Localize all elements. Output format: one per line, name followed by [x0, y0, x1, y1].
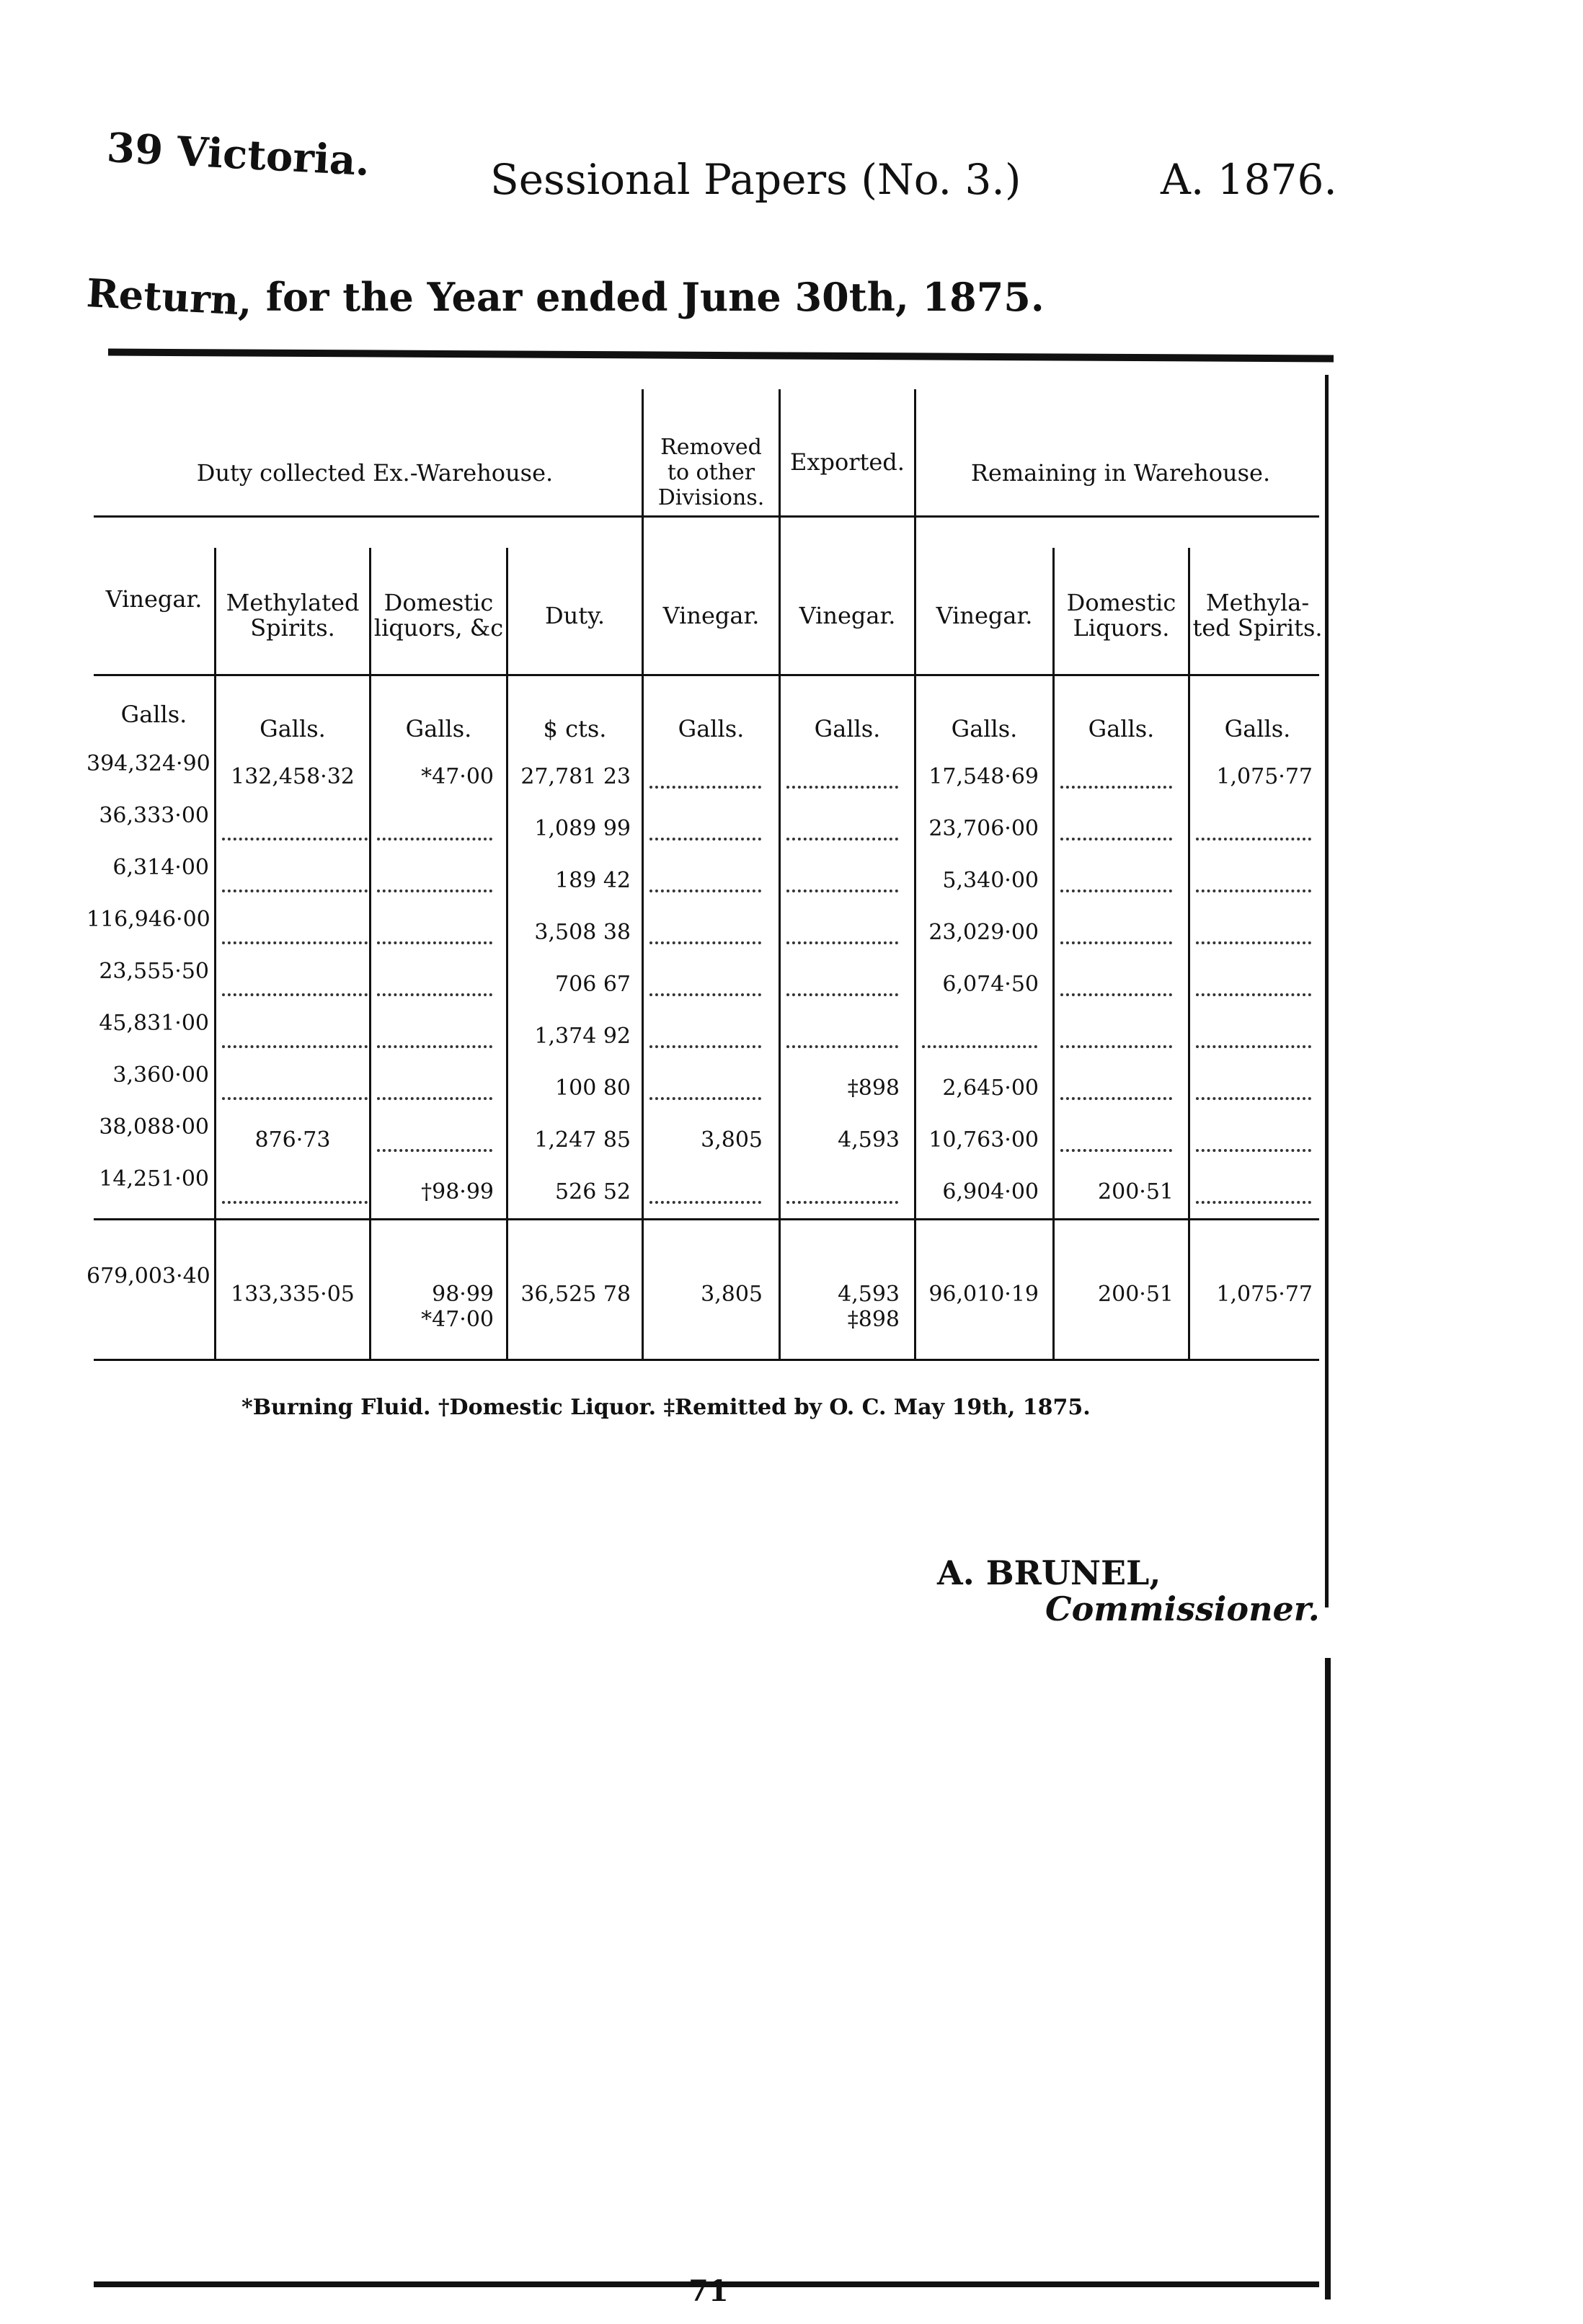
col-methylated-remaining-line1: Methyla- [1205, 589, 1310, 616]
dot-leader [1196, 939, 1311, 944]
group-exported: Exported. [790, 448, 905, 476]
dot-leader [377, 887, 492, 892]
cell-c1: 3,360·00 [112, 1063, 209, 1088]
cell-c1: 394,324·90 [87, 751, 210, 776]
unit-c2: Galls. [260, 715, 326, 742]
col-vinegar-remaining: Vinegar. [936, 602, 1033, 629]
vrule-5 [779, 389, 781, 1359]
cell-c3: †98·99 [421, 1179, 494, 1205]
dot-leader [649, 1094, 761, 1100]
cell-c7: 23,029·00 [928, 920, 1039, 945]
dot-leader [1060, 783, 1172, 789]
page-title [85, 270, 1045, 324]
dot-leader [222, 1042, 368, 1048]
total-c2: 133,335·05 [231, 1282, 355, 1307]
unit-c6: Galls. [814, 715, 881, 742]
total-c6b: ‡898 [847, 1307, 900, 1332]
dot-leader [1060, 939, 1172, 944]
total-c3a: 98·99 [432, 1282, 494, 1307]
dot-leader [377, 1042, 492, 1048]
dot-leader [377, 1146, 492, 1152]
total-c1: 679,003·40 [87, 1264, 210, 1289]
signature-name: A. BRUNEL, [937, 1553, 1161, 1592]
dot-leader [649, 939, 761, 944]
unit-c4: $ cts. [543, 715, 607, 742]
cell-c2: 876·73 [254, 1127, 331, 1153]
col-vinegar-1: Vinegar. [105, 585, 203, 613]
dot-leader [1196, 1094, 1311, 1100]
dot-leader [649, 887, 761, 892]
dot-leader [1196, 887, 1311, 892]
cell-c4: 100 80 [555, 1075, 631, 1101]
vrule-8 [1188, 548, 1190, 1359]
total-c6a: 4,593 [838, 1282, 900, 1307]
unit-c7: Galls. [951, 715, 1018, 742]
page-number: 71 [688, 2274, 729, 2308]
dot-leader [377, 1094, 492, 1100]
group-removed-line1: Removed [660, 435, 762, 460]
vrule-2 [369, 548, 371, 1359]
vrule-3 [506, 548, 508, 1359]
group-removed-line3: Divisions. [657, 485, 765, 510]
dot-leader [1196, 1042, 1311, 1048]
header-volume: 39 Victoria. [105, 124, 371, 186]
col-domestic-line2: liquors, &c [373, 614, 504, 642]
dot-leader [1060, 887, 1172, 892]
cell-c3: *47·00 [421, 764, 494, 789]
col-domestic-liquors-line2: Liquors. [1073, 614, 1170, 642]
total-c3b: *47·00 [421, 1307, 494, 1332]
cell-c4: 1,374 92 [534, 1024, 631, 1049]
cell-c1: 38,088·00 [99, 1114, 209, 1140]
rule-after-columns [94, 674, 1319, 676]
dot-leader [786, 835, 898, 841]
dot-leader [649, 783, 761, 789]
cell-c6: ‡898 [847, 1075, 900, 1101]
dot-leader [222, 1198, 368, 1204]
col-methylated-line1: Methylated [226, 589, 360, 616]
dot-leader [1196, 990, 1311, 996]
title-first-word: Return, [85, 270, 254, 324]
cell-c7: 10,763·00 [928, 1127, 1039, 1153]
dot-leader [786, 1042, 898, 1048]
cell-c7: 6,904·00 [942, 1179, 1039, 1205]
dot-leader [1060, 1094, 1172, 1100]
dot-leader [1060, 990, 1172, 996]
dot-leader [222, 990, 368, 996]
cell-c7: 23,706·00 [928, 816, 1039, 841]
dot-leader [222, 887, 368, 892]
dot-leader [222, 835, 368, 841]
cell-c4: 189 42 [555, 868, 631, 893]
dot-leader [377, 990, 492, 996]
header-year: A. 1876. [1161, 155, 1337, 204]
right-border-upper [1325, 375, 1329, 1607]
cell-c4: 1,247 85 [534, 1127, 631, 1153]
dot-leader [1196, 835, 1311, 841]
cell-c2: 132,458·32 [231, 764, 355, 789]
group-duty-collected: Duty collected Ex.-Warehouse. [196, 459, 554, 487]
unit-c8: Galls. [1088, 715, 1155, 742]
cell-c6: 4,593 [838, 1127, 900, 1153]
dot-leader [222, 939, 368, 944]
cell-c4: 706 67 [555, 972, 631, 997]
vrule-4 [642, 389, 644, 1359]
group-remaining: Remaining in Warehouse. [970, 459, 1271, 487]
total-c9: 1,075·77 [1216, 1282, 1313, 1307]
dot-leader [377, 835, 492, 841]
dot-leader [786, 887, 898, 892]
dot-leader [786, 939, 898, 944]
total-c4: 36,525 78 [520, 1282, 631, 1307]
cell-c1: 14,251·00 [99, 1166, 209, 1192]
cell-c9: 1,075·77 [1216, 764, 1313, 789]
dot-leader [786, 783, 898, 789]
cell-c5: 3,805 [701, 1127, 763, 1153]
dot-leader [649, 990, 761, 996]
unit-c5: Galls. [678, 715, 745, 742]
total-c7: 96,010·19 [928, 1282, 1039, 1307]
signature-title: Commissioner. [1045, 1589, 1320, 1628]
col-vinegar-exported: Vinegar. [799, 602, 896, 629]
col-methylated-line2: Spirits. [250, 614, 335, 642]
dot-leader [1060, 1042, 1172, 1048]
dot-leader [1196, 1146, 1311, 1152]
rule-after-totals [94, 1359, 1319, 1361]
dot-leader [377, 939, 492, 944]
footnotes: *Burning Fluid. †Domestic Liquor. ‡Remitted by O. C. May 19th, 1875. [241, 1395, 1091, 1420]
right-border-lower [1325, 1658, 1331, 2299]
dot-leader [1060, 835, 1172, 841]
vrule-1 [214, 548, 216, 1359]
cell-c4: 1,089 99 [534, 816, 631, 841]
dot-leader [649, 1042, 761, 1048]
col-domestic-liquors-line1: Domestic [1066, 589, 1176, 616]
top-thick-rule [108, 349, 1334, 363]
cell-c1: 6,314·00 [112, 855, 209, 880]
group-removed-line2: to other [667, 460, 755, 485]
total-c8: 200·51 [1098, 1282, 1174, 1307]
cell-c4: 526 52 [555, 1179, 631, 1205]
header-title: Sessional Papers (No. 3.) [490, 155, 1021, 204]
col-vinegar-removed: Vinegar. [662, 602, 760, 629]
dot-leader [922, 1042, 1037, 1048]
vrule-7 [1052, 548, 1055, 1359]
unit-c1: Galls. [120, 701, 187, 728]
cell-c7: 6,074·50 [942, 972, 1039, 997]
rule-before-totals [94, 1218, 1319, 1220]
cell-c7: 5,340·00 [942, 868, 1039, 893]
col-domestic-line1: Domestic [383, 589, 494, 616]
col-duty: Duty. [544, 602, 606, 629]
cell-c1: 45,831·00 [99, 1011, 209, 1036]
col-methylated-remaining-line2: ted Spirits. [1192, 614, 1323, 642]
dot-leader [649, 835, 761, 841]
dot-leader [222, 1094, 368, 1100]
cell-c1: 36,333·00 [99, 803, 209, 828]
cell-c8: 200·51 [1098, 1179, 1174, 1205]
unit-c9: Galls. [1224, 715, 1291, 742]
cell-c7: 17,548·69 [928, 764, 1039, 789]
cell-c4: 27,781 23 [520, 764, 631, 789]
cell-c1: 23,555·50 [99, 959, 209, 984]
cell-c4: 3,508 38 [534, 920, 631, 945]
rule-after-groups [94, 515, 1319, 518]
cell-c7: 2,645·00 [942, 1075, 1039, 1101]
dot-leader [1060, 1146, 1172, 1152]
dot-leader [649, 1198, 761, 1204]
title-rest: for the Year ended June 30th, 1875. [265, 274, 1045, 320]
dot-leader [1196, 1198, 1311, 1204]
unit-c3: Galls. [405, 715, 472, 742]
dot-leader [786, 990, 898, 996]
cell-c1: 116,946·00 [87, 907, 210, 932]
dot-leader [786, 1198, 898, 1204]
total-c5: 3,805 [701, 1282, 763, 1307]
